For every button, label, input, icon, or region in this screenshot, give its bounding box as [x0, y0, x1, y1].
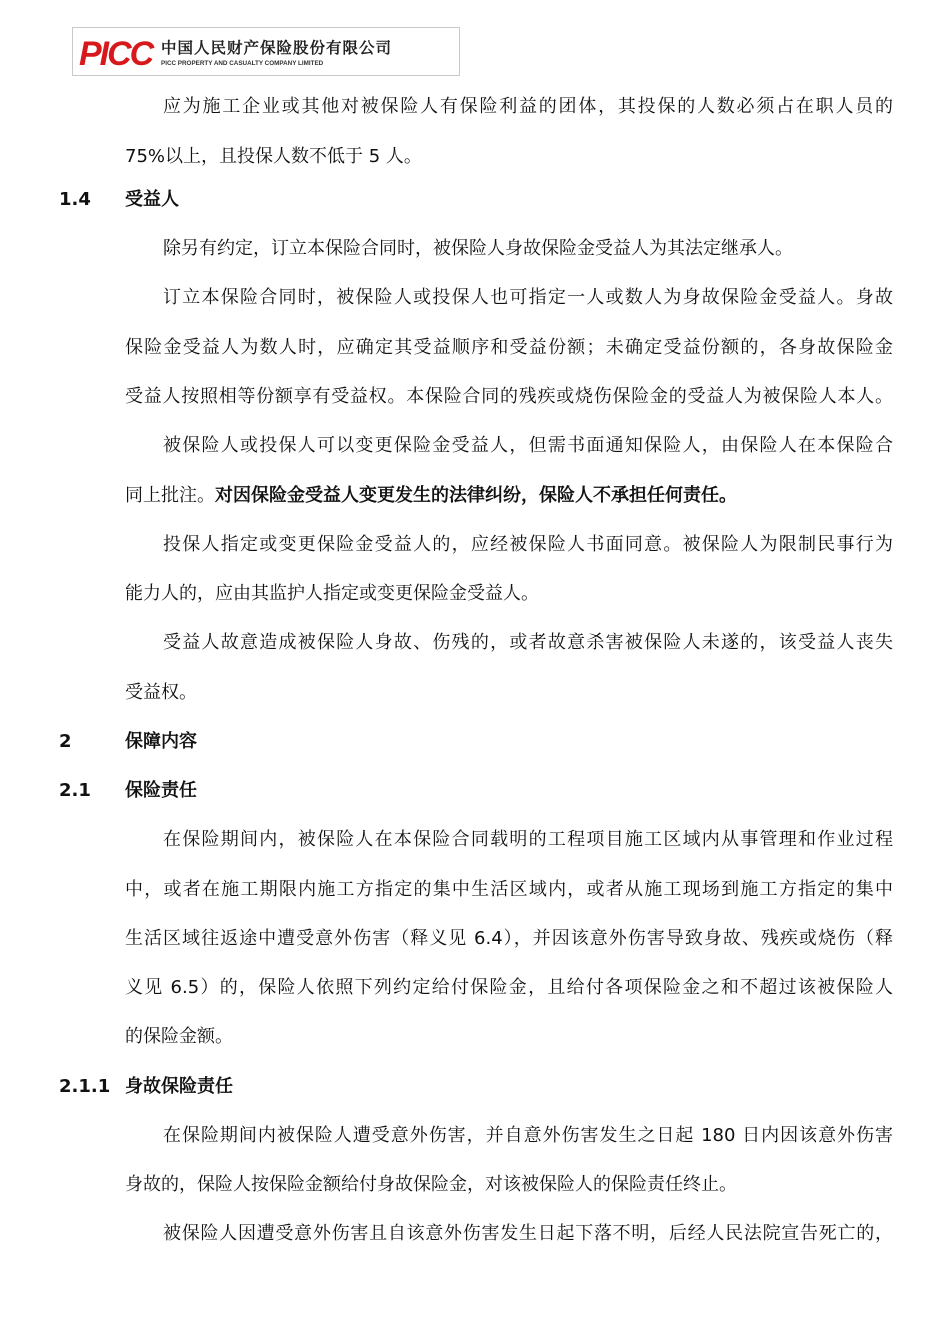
- section-title: 保障内容: [125, 731, 197, 752]
- paragraph-line: 受益权。: [125, 682, 197, 703]
- paragraph-line: 能力人的，应由其监护人指定或变更保险金受益人。: [125, 583, 539, 604]
- paragraph-line: 生活区域往返途中遭受意外伤害（释义见 6.4），并因该意外伤害导致身故、残疾或烧伤（释: [125, 928, 893, 949]
- company-name-cn: 中国人民财产保险股份有限公司: [161, 39, 393, 57]
- paragraph-line: 投保人指定或变更保险金受益人的，应经被保险人书面同意。被保险人为限制民事行为: [163, 534, 893, 555]
- paragraph-line: 75%以上，且投保人数不低于 5 人。: [125, 146, 422, 167]
- paragraph-line: 义见 6.5）的，保险人依照下列约定给付保险金，且给付各项保险金之和不超过该被保险人: [125, 977, 893, 998]
- paragraph-text: 同上批注。: [125, 485, 215, 506]
- section-title: 身故保险责任: [125, 1076, 233, 1097]
- section-number: 1.4: [59, 189, 91, 210]
- paragraph-line: [125, 484, 737, 508]
- paragraph-line: 应为施工企业或其他对被保险人有保险利益的团体，其投保的人数必须占在职人员的: [163, 96, 893, 117]
- paragraph-line: 订立本保险合同时，被保险人或投保人也可指定一人或数人为身故保险金受益人。身故: [163, 287, 893, 308]
- bold-disclaimer: 对因保险金受益人变更发生的法律纠纷，保险人不承担任何责任。: [215, 485, 737, 506]
- paragraph-line: 身故的，保险人按保险金额给付身故保险金，对该被保险人的保险责任终止。: [125, 1174, 737, 1195]
- paragraph-line: 被保险人或投保人可以变更保险金受益人，但需书面通知保险人，由保险人在本保险合: [163, 435, 893, 456]
- paragraph-line: 除另有约定，订立本保险合同时，被保险人身故保险金受益人为其法定继承人。: [163, 238, 793, 259]
- paragraph-line: 保险金受益人为数人时，应确定其受益顺序和受益份额；未确定受益份额的，各身故保险金: [125, 337, 893, 358]
- section-title: 受益人: [125, 189, 179, 210]
- section-number: 2: [59, 731, 72, 752]
- paragraph-line: 在保险期间内被保险人遭受意外伤害，并自意外伤害发生之日起 180 日内因该意外伤害: [163, 1125, 893, 1146]
- paragraph-line: 受益人故意造成被保险人身故、伤残的，或者故意杀害被保险人未遂的，该受益人丧失: [163, 632, 893, 653]
- paragraph-line: 被保险人因遭受意外伤害且自该意外伤害发生日起下落不明，后经人民法院宣告死亡的，: [163, 1223, 893, 1244]
- paragraph-line: 中，或者在施工期限内施工方指定的集中生活区域内，或者从施工现场到施工方指定的集中: [125, 879, 893, 900]
- paragraph-line: 的保险金额。: [125, 1026, 233, 1047]
- company-name-en: PICC PROPERTY AND CASUALTY COMPANY LIMITED: [161, 60, 324, 67]
- section-number: 2.1: [59, 780, 91, 801]
- paragraph-line: 在保险期间内，被保险人在本保险合同载明的工程项目施工区域内从事管理和作业过程: [163, 829, 893, 850]
- paragraph-line: 受益人按照相等份额享有受益权。本保险合同的残疾或烧伤保险金的受益人为被保险人本人。: [125, 386, 893, 407]
- picc-logo: [79, 36, 163, 68]
- company-header: [72, 27, 460, 76]
- svg-text:PICC: PICC: [79, 36, 153, 68]
- section-number: 2.1.1: [59, 1076, 111, 1097]
- section-title: 保险责任: [125, 780, 197, 801]
